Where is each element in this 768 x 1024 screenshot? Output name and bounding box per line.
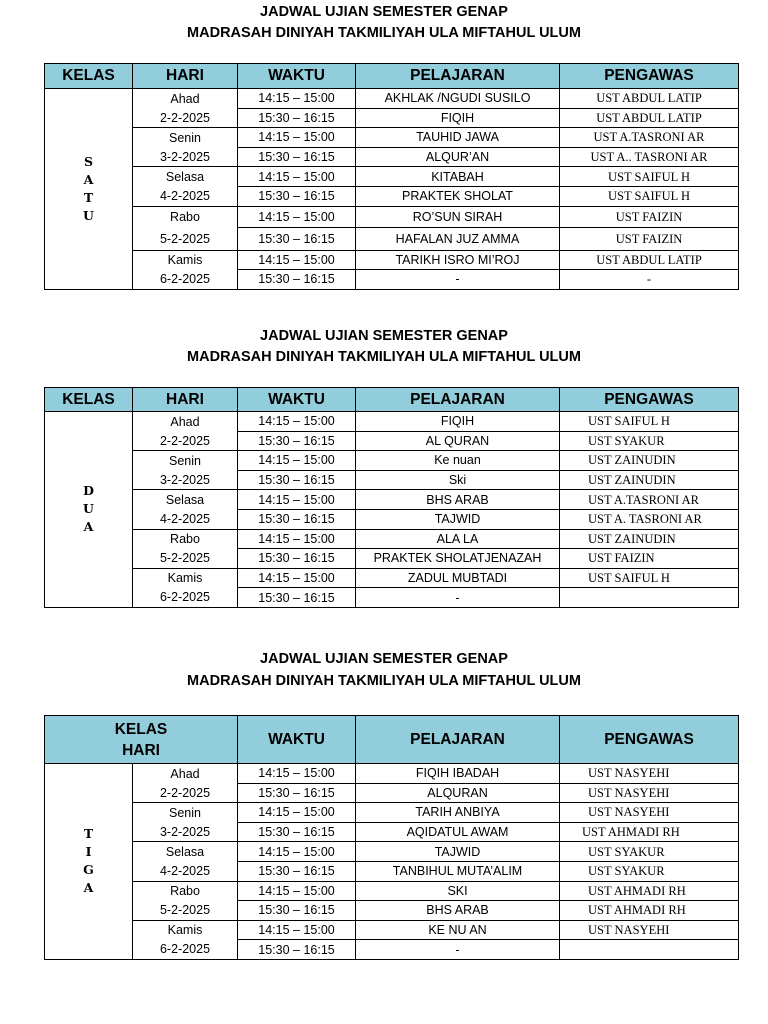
supervisor-cell: UST NASYEHI (560, 920, 739, 940)
time-cell: 15:30 – 16:15 (238, 588, 356, 608)
supervisor-cell: UST SYAKUR (560, 431, 739, 451)
supervisor-cell: UST ABDUL LATIP (560, 89, 739, 109)
table-row (45, 270, 739, 290)
header-pengawas: PENGAWAS (560, 388, 739, 412)
table-row (45, 842, 739, 862)
day-name: Senin (133, 451, 238, 471)
time-cell: 14:15 – 15:00 (238, 490, 356, 510)
kelas-letter: A (83, 880, 94, 896)
subject-cell: RO’SUN SIRAH (356, 206, 560, 228)
table-row (45, 89, 739, 109)
day-date: 6-2-2025 (133, 588, 238, 608)
supervisor-cell: UST NASYEHI (560, 783, 739, 803)
kelas-letter: U (83, 501, 94, 517)
schedule-table-satu (44, 63, 739, 290)
time-cell: 15:30 – 16:15 (238, 509, 356, 529)
kelas-letter: I (85, 844, 92, 860)
table-row (45, 529, 739, 549)
kelas-letter: A (83, 171, 94, 187)
day-date: 6-2-2025 (133, 270, 238, 290)
time-cell: 15:30 – 16:15 (238, 783, 356, 803)
kelas-cell (45, 412, 133, 608)
supervisor-cell (560, 588, 739, 608)
table-row (45, 803, 739, 823)
header-hari: HARI (122, 741, 160, 759)
header-pengawas: PENGAWAS (560, 716, 739, 764)
table-row (45, 167, 739, 187)
kelas-letter: S (83, 153, 94, 169)
supervisor-cell: UST FAIZIN (560, 549, 739, 569)
kelas-cell (45, 89, 133, 290)
subject-cell: TANBIHUL MUTA’ALIM (356, 861, 560, 881)
day-name: Rabo (133, 529, 238, 549)
supervisor-cell: UST A.. TASRONI AR (560, 147, 739, 167)
supervisor-cell: UST SAIFUL H (560, 186, 739, 206)
header-waktu: WAKTU (238, 64, 356, 89)
day-date: 4-2-2025 (133, 186, 238, 206)
schedule-table-dua (44, 387, 739, 608)
subject-cell: HAFALAN JUZ AMMA (356, 228, 560, 251)
day-date: 3-2-2025 (133, 147, 238, 167)
kelas-cell (45, 764, 133, 960)
table-row (45, 549, 739, 569)
time-cell: 14:15 – 15:00 (238, 803, 356, 823)
schedule-subtitle: MADRASAH DINIYAH TAKMILIYAH ULA MIFTAHUL ULUM (187, 25, 581, 41)
supervisor-cell: UST AHMADI RH (560, 881, 739, 901)
header-waktu: WAKTU (238, 716, 356, 764)
subject-cell: ALQUR’AN (356, 147, 560, 167)
table-row (45, 470, 739, 490)
subject-cell: KITABAH (356, 167, 560, 187)
supervisor-cell: UST A.TASRONI AR (560, 490, 739, 510)
subject-cell: BHS ARAB (356, 901, 560, 921)
header-kelas: KELAS (114, 720, 168, 738)
day-date: 2-2-2025 (133, 431, 238, 451)
table-row (45, 228, 739, 251)
schedule-subtitle: MADRASAH DINIYAH TAKMILIYAH ULA MIFTAHUL ULUM (187, 673, 581, 689)
header-pelajaran: PELAJARAN (356, 716, 560, 764)
header-kelas: KELAS (45, 388, 133, 412)
day-name: Selasa (133, 490, 238, 510)
day-date: 5-2-2025 (133, 228, 238, 251)
subject-cell: - (356, 940, 560, 960)
table-row (45, 783, 739, 803)
subject-cell: PRAKTEK SHOLATJENAZAH (356, 549, 560, 569)
time-cell: 15:30 – 16:15 (238, 822, 356, 842)
supervisor-cell: UST ZAINUDIN (560, 470, 739, 490)
table-row (45, 568, 739, 588)
time-cell: 14:15 – 15:00 (238, 128, 356, 148)
table-row (45, 451, 739, 471)
supervisor-cell: UST A.TASRONI AR (560, 128, 739, 148)
table-row (45, 764, 739, 784)
supervisor-cell: UST SAIFUL H (560, 568, 739, 588)
time-cell: 14:15 – 15:00 (238, 529, 356, 549)
time-cell: 15:30 – 16:15 (238, 549, 356, 569)
day-name: Ahad (133, 412, 238, 432)
table-row (45, 108, 739, 128)
subject-cell: FIQIH (356, 108, 560, 128)
supervisor-cell: UST NASYEHI (560, 764, 739, 784)
table-row (45, 588, 739, 608)
supervisor-cell: UST ABDUL LATIP (560, 108, 739, 128)
table-row (45, 128, 739, 148)
table-row (45, 186, 739, 206)
subject-cell: KE NU AN (356, 920, 560, 940)
day-name: Kamis (133, 568, 238, 588)
time-cell: 14:15 – 15:00 (238, 206, 356, 228)
subject-cell: TARIKH ISRO MI’ROJ (356, 250, 560, 270)
supervisor-cell: UST ZAINUDIN (560, 529, 739, 549)
day-date: 2-2-2025 (133, 108, 238, 128)
table-row (45, 250, 739, 270)
subject-cell: BHS ARAB (356, 490, 560, 510)
time-cell: 14:15 – 15:00 (238, 250, 356, 270)
table-row (45, 431, 739, 451)
time-cell: 15:30 – 16:15 (238, 940, 356, 960)
schedule-subtitle: MADRASAH DINIYAH TAKMILIYAH ULA MIFTAHUL ULUM (187, 349, 581, 365)
subject-cell: FIQIH IBADAH (356, 764, 560, 784)
supervisor-cell: UST AHMADI RH (560, 822, 739, 842)
day-date: 4-2-2025 (133, 861, 238, 881)
time-cell: 15:30 – 16:15 (238, 108, 356, 128)
supervisor-cell: UST ABDUL LATIP (560, 250, 739, 270)
header-pelajaran: PELAJARAN (356, 64, 560, 89)
header-pelajaran: PELAJARAN (356, 388, 560, 412)
time-cell: 14:15 – 15:00 (238, 89, 356, 109)
supervisor-cell: UST ZAINUDIN (560, 451, 739, 471)
supervisor-cell: UST SAIFUL H (560, 412, 739, 432)
subject-cell: SKI (356, 881, 560, 901)
subject-cell: ZADUL MUBTADI (356, 568, 560, 588)
supervisor-cell: UST AHMADI RH (560, 901, 739, 921)
day-date: 5-2-2025 (133, 549, 238, 569)
subject-cell: TAJWID (356, 509, 560, 529)
schedule-table-tiga (44, 715, 739, 960)
day-date: 4-2-2025 (133, 509, 238, 529)
table-row (45, 861, 739, 881)
subject-cell: Ski (356, 470, 560, 490)
subject-cell: AL QURAN (356, 431, 560, 451)
subject-cell: PRAKTEK SHOLAT (356, 186, 560, 206)
day-date: 3-2-2025 (133, 822, 238, 842)
kelas-letter: D (83, 483, 94, 499)
header-waktu: WAKTU (238, 388, 356, 412)
time-cell: 15:30 – 16:15 (238, 431, 356, 451)
day-name: Rabo (133, 881, 238, 901)
table-row (45, 822, 739, 842)
time-cell: 14:15 – 15:00 (238, 764, 356, 784)
day-name: Ahad (133, 764, 238, 784)
subject-cell: - (356, 588, 560, 608)
subject-cell: AKHLAK /NGUDI SUSILO (356, 89, 560, 109)
supervisor-cell: - (560, 270, 739, 290)
header-kelas-hari (45, 716, 238, 764)
supervisor-cell: UST A. TASRONI AR (560, 509, 739, 529)
header-pengawas: PENGAWAS (560, 64, 739, 89)
schedule-title: JADWAL UJIAN SEMESTER GENAP (260, 4, 508, 20)
subject-cell: TARIH ANBIYA (356, 803, 560, 823)
time-cell: 15:30 – 16:15 (238, 186, 356, 206)
subject-cell: AQIDATUL AWAM (356, 822, 560, 842)
subject-cell: FIQIH (356, 412, 560, 432)
schedule-title: JADWAL UJIAN SEMESTER GENAP (260, 328, 508, 344)
day-date: 6-2-2025 (133, 940, 238, 960)
kelas-letter: G (83, 862, 94, 878)
day-name: Selasa (133, 167, 238, 187)
time-cell: 15:30 – 16:15 (238, 228, 356, 251)
supervisor-cell: UST SYAKUR (560, 861, 739, 881)
table-row (45, 920, 739, 940)
table-header-row (45, 64, 739, 89)
supervisor-cell: UST FAIZIN (560, 206, 739, 228)
day-date: 3-2-2025 (133, 470, 238, 490)
time-cell: 14:15 – 15:00 (238, 842, 356, 862)
header-hari: HARI (133, 64, 238, 89)
time-cell: 14:15 – 15:00 (238, 451, 356, 471)
table-row (45, 412, 739, 432)
subject-cell: TAUHID JAWA (356, 128, 560, 148)
table-row (45, 509, 739, 529)
header-hari: HARI (133, 388, 238, 412)
subject-cell: Ke nuan (356, 451, 560, 471)
time-cell: 15:30 – 16:15 (238, 470, 356, 490)
day-date: 5-2-2025 (133, 901, 238, 921)
table-row (45, 147, 739, 167)
subject-cell: ALQURAN (356, 783, 560, 803)
time-cell: 15:30 – 16:15 (238, 901, 356, 921)
day-name: Ahad (133, 89, 238, 109)
time-cell: 14:15 – 15:00 (238, 568, 356, 588)
day-name: Kamis (133, 250, 238, 270)
kelas-letter: U (83, 207, 94, 223)
time-cell: 14:15 – 15:00 (238, 920, 356, 940)
table-row (45, 901, 739, 921)
subject-cell: ALA LA (356, 529, 560, 549)
kelas-letter: T (83, 826, 94, 842)
time-cell: 15:30 – 16:15 (238, 861, 356, 881)
day-name: Selasa (133, 842, 238, 862)
table-row (45, 206, 739, 228)
schedule-title: JADWAL UJIAN SEMESTER GENAP (260, 651, 508, 667)
supervisor-cell: UST FAIZIN (560, 228, 739, 251)
table-row (45, 881, 739, 901)
subject-cell: - (356, 270, 560, 290)
day-date: 2-2-2025 (133, 783, 238, 803)
day-name: Senin (133, 128, 238, 148)
table-row (45, 940, 739, 960)
day-name: Rabo (133, 206, 238, 228)
time-cell: 15:30 – 16:15 (238, 270, 356, 290)
kelas-letter: A (83, 519, 94, 535)
supervisor-cell: UST NASYEHI (560, 803, 739, 823)
supervisor-cell (560, 940, 739, 960)
day-name: Kamis (133, 920, 238, 940)
day-name: Senin (133, 803, 238, 823)
supervisor-cell: UST SYAKUR (560, 842, 739, 862)
header-kelas: KELAS (45, 64, 133, 89)
table-row (45, 490, 739, 510)
supervisor-cell: UST SAIFUL H (560, 167, 739, 187)
table-header-row (45, 388, 739, 412)
time-cell: 14:15 – 15:00 (238, 412, 356, 432)
table-header-row (45, 716, 739, 764)
time-cell: 14:15 – 15:00 (238, 167, 356, 187)
time-cell: 15:30 – 16:15 (238, 147, 356, 167)
kelas-letter: T (83, 189, 94, 205)
time-cell: 14:15 – 15:00 (238, 881, 356, 901)
subject-cell: TAJWID (356, 842, 560, 862)
